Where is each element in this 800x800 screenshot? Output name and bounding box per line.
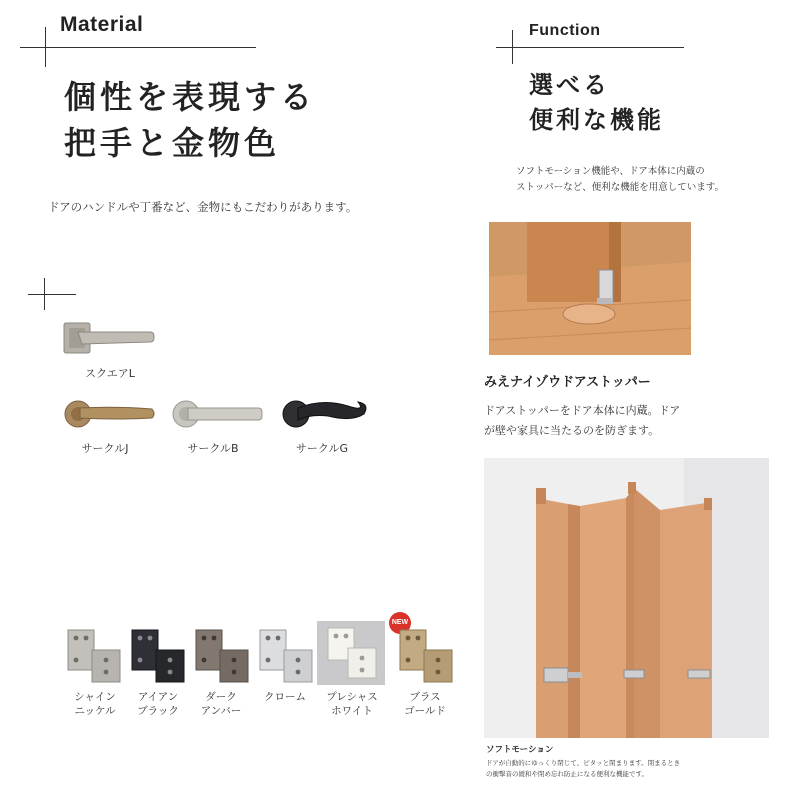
hinge-brass-gold-icon [396,628,456,684]
hinge-label-precious-white [316,690,388,718]
soft-motion-description-line1: ドアが自動的にゆっくり閉じて、ピタッと閉まります。閉まるとき [486,759,681,767]
hinge-label-brass-gold-line1: ブラス [409,691,441,703]
material-rule-cross [45,27,46,67]
hinge-precious-white-icon [322,626,382,682]
hinge-label-brass-gold [390,690,460,718]
function-headline-line1: 選べる [529,71,610,99]
function-description [516,164,724,196]
stopper-description-line2: が壁や家具に当たるのを防ぎます。 [484,423,660,437]
handle-label-circle-j: サークルJ [81,442,129,455]
function-label: Function [529,22,601,39]
handle-label-square-l: スクエアL [85,367,135,380]
soft-motion-door-photo [484,458,769,738]
hinge-label-shine-nickel-line1: シャイン [74,691,116,703]
soft-motion-description [486,758,680,780]
handle-rule-cross [44,278,45,310]
stopper-description-line1: ドアストッパーをドア本体に内蔵。ドア [484,404,681,417]
hinge-dark-amber-icon [192,628,252,684]
stopper-description [484,401,680,441]
lever-handle-square-l-icon [60,318,160,358]
hinge-label-dark-amber-line2: アンバー [200,705,242,718]
material-rule [20,47,256,48]
material-description: ドアのハンドルや丁番など、金物にもこだわりがあります。 [48,200,358,214]
material-headline-line1: 個性を表現する [64,78,317,116]
hinge-shine-nickel-icon [64,628,124,684]
hinge-label-dark-amber [186,690,256,718]
hinge-label-shine-nickel-line2: ニッケル [74,705,116,718]
hinge-label-precious-white-line2: ホワイト [331,705,373,718]
soft-motion-description-line2: の衝撃音の緩和や閉め忘れ防止になる便利な機能です。 [486,770,648,779]
function-headline-line2: 便利な機能 [529,105,664,134]
new-badge: NEW [389,612,411,634]
hinge-iron-black-icon [128,628,188,684]
hinge-label-iron-black-line2: ブラック [137,705,179,718]
lever-handle-circle-b-icon [168,396,268,432]
hinge-chrome-icon [256,628,316,684]
hinge-label-chrome-line1: クローム [264,691,306,703]
lever-handle-circle-g-icon [278,394,378,434]
handle-rule [28,294,76,295]
door-stopper-photo [489,222,691,355]
function-rule-cross [512,30,513,64]
function-rule [496,47,684,48]
hinge-label-chrome [250,690,320,704]
function-headline [529,68,664,138]
hinge-label-dark-amber-line1: ダーク [205,691,237,703]
stopper-title: みえナイゾウドアストッパー [484,375,651,390]
hinge-label-iron-black-line1: アイアン [137,691,179,703]
material-headline-line2: 把手と金物色 [64,124,281,163]
lever-handle-circle-j-icon [60,396,160,432]
soft-motion-title: ソフトモーション [486,745,554,755]
function-description-line1: ソフトモーション機能や、ドア本体に内蔵の [516,166,705,177]
handle-label-circle-b: サークルB [187,442,239,455]
hinge-label-shine-nickel [60,690,130,718]
material-headline [64,74,316,167]
handle-label-circle-g: サークルG [295,442,349,455]
hinge-label-iron-black [123,690,193,718]
hinge-label-precious-white-line1: プレシャス [326,691,378,703]
material-label: Material [60,13,144,36]
hinge-label-brass-gold-line2: ゴールド [404,705,446,718]
function-description-line2: ストッパーなど、便利な機能を用意しています。 [516,182,724,194]
